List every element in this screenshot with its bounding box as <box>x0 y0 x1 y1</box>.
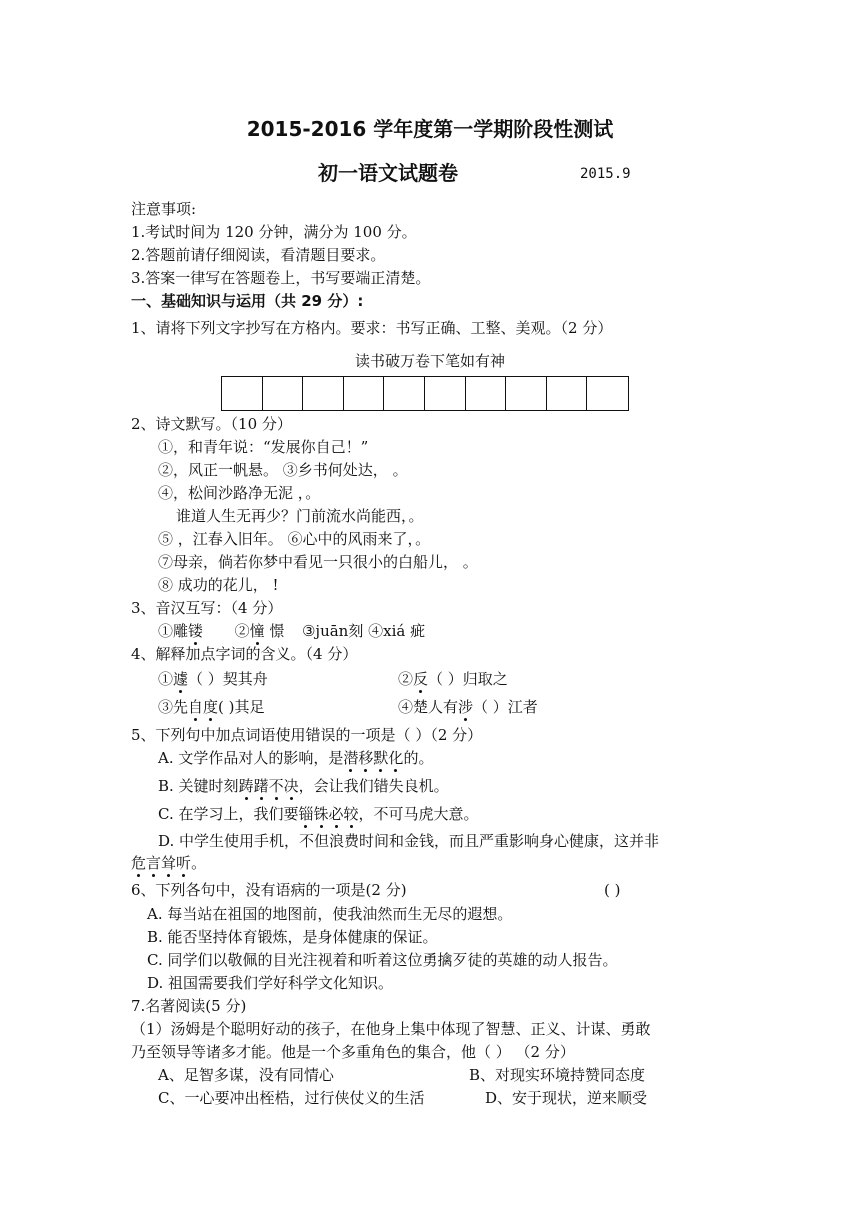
q2-line-4 <box>176 506 424 526</box>
grid-cell[interactable] <box>466 377 507 410</box>
q4-text: （ ）归取之 <box>428 670 508 688</box>
q2-text: ，风正一帆悬。 ③乡书何处达， <box>173 461 388 479</box>
dotted-char: 自 <box>188 698 204 716</box>
q2-text: 。 <box>387 461 408 479</box>
q2-line-5 <box>158 529 430 549</box>
q2-text: ② <box>158 461 174 479</box>
note-item-1: 1.考试时间为 120 分钟，满分为 100 分。 <box>131 223 417 241</box>
q4-text: ② <box>398 670 414 688</box>
dotted-char: 言 <box>146 854 162 872</box>
exam-date: 2015.9 <box>580 166 631 182</box>
q4-text: ① <box>158 670 174 688</box>
q5-dotted-term <box>343 749 403 767</box>
dotted-char: 度 <box>203 698 219 716</box>
q5-text: 。 <box>191 854 207 872</box>
q7-sub1-line2: 乃至领导等诸多才能。他是一个多重角色的集合，他（ ） （2 分） <box>131 1043 575 1061</box>
q6-prompt: 6、下列各句中，没有语病的一项是(2 分) <box>131 881 407 899</box>
q2-text: 。 <box>462 553 478 571</box>
q5-option-d: D. 中学生使用手机，不但浪费时间和金钱，而且严重影响身心健康，这并非 <box>158 832 660 850</box>
q3-dotted-char: 镂 <box>188 622 204 640</box>
grid-cell[interactable] <box>303 377 344 410</box>
notes-heading: 注意事项: <box>131 200 197 218</box>
q4-text: ( )其足 <box>218 698 265 716</box>
q5-prompt: 5、下列句中加点词语使用错误的一项是（ ）（2 分） <box>131 726 483 744</box>
section-1-heading: 一、基础知识与运用（共 29 分）: <box>131 292 364 310</box>
q5-text: 的。 <box>403 749 434 767</box>
dotted-char: 必 <box>328 805 344 823</box>
dotted-char: 耸 <box>161 854 177 872</box>
q3-dotted-char: 憧 <box>249 622 265 640</box>
q7-prompt: 7.名著阅读(5 分) <box>131 997 247 1015</box>
q3-text: ② <box>234 622 250 640</box>
grid-cell[interactable] <box>425 377 466 410</box>
q5-text: B. 关键时刻 <box>158 777 239 795</box>
dotted-char: 潜 <box>343 749 359 767</box>
q2-text: ! <box>267 576 279 594</box>
q4-row-2b <box>398 697 538 717</box>
dotted-char: 移 <box>358 749 374 767</box>
q2-line-6 <box>158 552 478 572</box>
q4-row-2 <box>158 697 265 717</box>
q3-text: 疵 <box>410 622 426 640</box>
q5-option-d-cont <box>131 853 206 873</box>
q7-option-b: B、对现实环境持赞同态度 <box>469 1066 646 1084</box>
q5-text: A. 文学作品对人的影响，是 <box>158 749 344 767</box>
q4-text: ③先 <box>158 698 189 716</box>
q4-text: （ ）江者 <box>473 698 538 716</box>
q4-text: （ ）契其舟 <box>188 670 268 688</box>
q3-text: ①雕 <box>158 622 189 640</box>
q5-dotted-char <box>131 854 191 872</box>
q4-dotted-char <box>188 698 218 716</box>
grid-cell[interactable] <box>263 377 304 410</box>
dotted-char: 铢 <box>313 805 329 823</box>
q4-text: ④楚人有 <box>398 698 459 716</box>
q2-text: 。 <box>415 530 431 548</box>
q2-line-1 <box>158 437 368 457</box>
q5-option-a <box>158 748 433 768</box>
q7-option-c: C、一心要冲出桎梏，过行侠仗义的生活 <box>158 1089 425 1107</box>
q4-dotted-char: 遽 <box>173 670 189 688</box>
q3-prompt: 3、音汉互写：（4 分） <box>131 599 283 617</box>
q1-phrase: 读书破万卷下笔如有神 <box>354 352 505 370</box>
q7-sub1-line1: （1）汤姆是个聪明好动的孩子，在他身上集中体现了智慧、正义、计谋、勇敢 <box>131 1020 651 1038</box>
q4-dotted-char: 反 <box>413 670 429 688</box>
q6-answer-paren[interactable]: ( ) <box>604 881 621 899</box>
q2-prompt: 2、诗文默写。（10 分） <box>131 415 292 433</box>
dotted-char: 听 <box>176 854 192 872</box>
dotted-char: 不 <box>268 777 284 795</box>
q2-line-7 <box>158 575 279 595</box>
dotted-char: 锱 <box>298 805 314 823</box>
q4-dotted-char: 涉 <box>458 698 474 716</box>
q5-dotted-char <box>298 805 358 823</box>
q2-line-2 <box>158 460 408 480</box>
grid-cell[interactable] <box>344 377 385 410</box>
dotted-char: 危 <box>131 854 147 872</box>
q2-text: 谁道人生无再少？门前流水尚能西， <box>176 507 409 525</box>
q6-option-c: C. 同学们以敬佩的目光注视着和听着这位勇擒歹徒的英雄的动人报告。 <box>147 951 618 969</box>
dotted-char: 躇 <box>253 777 269 795</box>
grid-cell[interactable] <box>222 377 263 410</box>
q6-option-a: A. 每当站在祖国的地图前，使我油然而生无尽的遐想。 <box>147 905 513 923</box>
q1-writing-grid[interactable] <box>221 376 629 411</box>
q5-option-c <box>158 804 479 824</box>
q3-items <box>158 621 425 641</box>
q2-text: ⑤ <box>158 530 178 548</box>
q4-row-1b <box>398 669 508 689</box>
q2-text: ，和青年说：“发展你自己！” <box>173 438 369 456</box>
q4-prompt: 4、解释加点字词的含义。（4 分） <box>131 645 358 663</box>
dotted-char: 默 <box>373 749 389 767</box>
q4-row-1 <box>158 669 268 689</box>
q5-text: C. 在学习上，我们要 <box>158 805 299 823</box>
dotted-char: 化 <box>388 749 404 767</box>
q1-prompt: 1、请将下列文字抄写在方格内。要求：书写正确、工整、美观。（2 分） <box>131 319 613 337</box>
note-item-3: 3.答案一律写在答题卷上，书写要端正清楚。 <box>131 269 431 287</box>
q2-text: 。 <box>408 507 424 525</box>
q6-option-d: D. 祖国需要我们学好科学文化知识。 <box>147 974 394 992</box>
q3-text: 刻 <box>348 622 364 640</box>
dotted-char: 踌 <box>238 777 254 795</box>
grid-cell[interactable] <box>547 377 588 410</box>
q5-text: ，不可马虎大意。 <box>358 805 479 823</box>
q5-option-b <box>158 776 449 796</box>
q2-line-3 <box>158 483 320 503</box>
q3-text: 憬 <box>269 622 285 640</box>
dotted-char: 较 <box>343 805 359 823</box>
q7-option-a: A、足智多谋，没有同情心 <box>158 1066 334 1084</box>
q2-text: 。 <box>305 484 321 502</box>
exam-subtitle: 初一语文试题卷 <box>318 161 458 185</box>
q2-text: ④ <box>158 484 174 502</box>
dotted-char: 决 <box>283 777 299 795</box>
q2-text: ⑦母亲，倘若你梦中看见一只很小的白船儿， <box>158 553 463 571</box>
grid-cell[interactable] <box>587 377 628 410</box>
exam-title: 2015-2016 学年度第一学期阶段性测试 <box>246 117 614 141</box>
grid-cell[interactable] <box>506 377 547 410</box>
note-item-2: 2.答题前请仔细阅读，看清题目要求。 <box>131 246 386 264</box>
q3-text: ③juān <box>301 622 349 640</box>
grid-cell[interactable] <box>384 377 425 410</box>
q2-text: ，松间沙路净无泥 ， <box>173 484 306 502</box>
q6-option-b: B. 能否坚持体育锻炼，是身体健康的保证。 <box>147 928 438 946</box>
q2-text: ，江春入旧年。 ⑥心中的风雨来了， <box>177 530 416 548</box>
q3-text: ④xiá <box>368 622 411 640</box>
q5-text: ，会让我们错失良机。 <box>298 777 449 795</box>
q5-dotted-char <box>343 749 403 767</box>
q5-dotted-char <box>239 777 299 795</box>
q2-text: ① <box>158 438 174 456</box>
q2-text: ⑧ 成功的花儿， <box>158 576 268 594</box>
q7-option-d: D、安于现状，逆来顺受 <box>485 1089 648 1107</box>
